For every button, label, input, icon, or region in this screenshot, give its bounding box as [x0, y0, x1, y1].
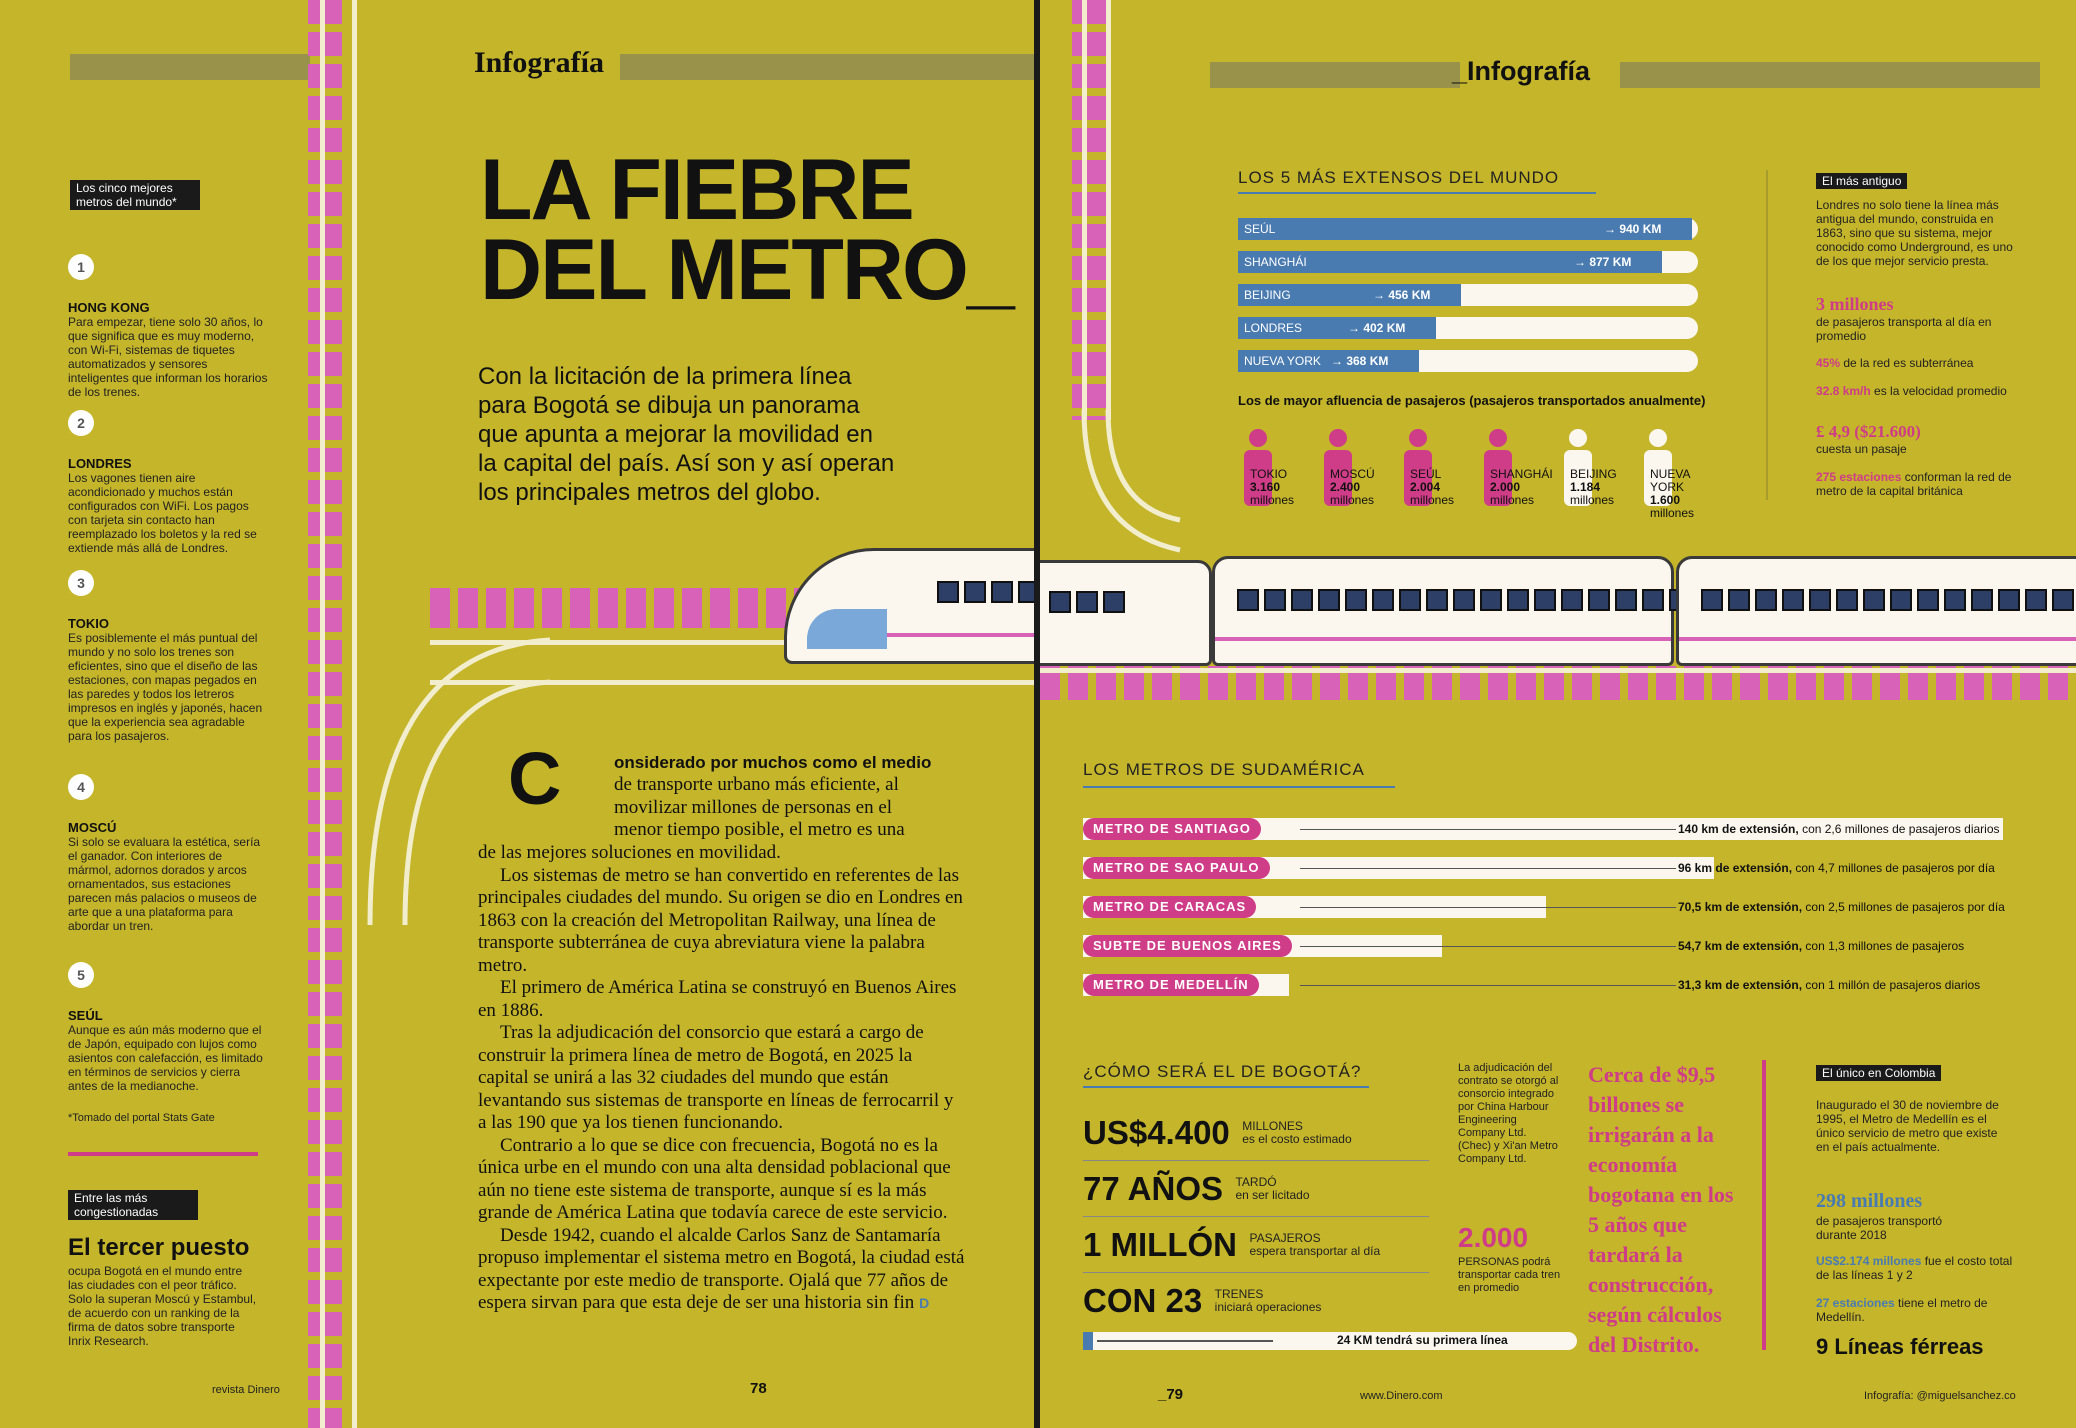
- ridership-label: [1410, 468, 1454, 507]
- article-line: movilizar millones de personas en el: [614, 796, 893, 818]
- title-underline: [1083, 786, 1395, 788]
- rail-line: [1040, 668, 2076, 673]
- sa-text: 96 km de extensión, con 4,7 millones de pasajeros por día: [1678, 861, 1995, 875]
- article-paragraph: El primero de América Latina se construyó en Buenos Aires en 1886.: [478, 977, 957, 1021]
- sa-name: METRO DE CARACAS: [1083, 896, 1256, 918]
- sidebar-label: Los cinco mejores metros del mundo*: [70, 180, 200, 211]
- ridership-label: [1490, 468, 1553, 507]
- colombia-lines: 9 Líneas férreas: [1816, 1334, 1984, 1359]
- rail-curve: [1070, 410, 1190, 560]
- title-line: LA FIEBRE: [480, 142, 913, 238]
- header-band: [1620, 62, 2040, 88]
- ridership-value: 2.400: [1330, 480, 1361, 494]
- ridership-unit: millones: [1250, 493, 1295, 507]
- ridership-city: MOSCÚ: [1330, 467, 1375, 481]
- title-underline: [1083, 1086, 1369, 1088]
- colombia-big: 298 millones: [1816, 1190, 1923, 1212]
- rail-line: [1082, 0, 1087, 420]
- train-stripe: [887, 633, 1034, 637]
- congested-text: ocupa Bogotá en el mundo entre las ciudades con el peor tráfico. Solo la superan Moscú y Estambul, de acuerdo con un ranking de la firma de datos sobre transporte Inrix Research.: [68, 1264, 257, 1348]
- colombia-cost: US$2.174 millones fue el costo total de las líneas 1 y 2: [1816, 1254, 2013, 1282]
- world-km: → 456 KM: [1373, 288, 1431, 302]
- congested-title: El tercer puesto: [68, 1234, 250, 1261]
- city-name: MOSCÚ: [68, 820, 117, 835]
- train-windows: [937, 581, 1034, 608]
- leader-line: [1300, 907, 1676, 908]
- oldest-stat: 45% de la red es subterránea: [1816, 356, 1974, 370]
- adjudication-text: La adjudicación del contrato se otorgó al consorcio integrado por China Harbour Engineering Company Ltd. (Chec) y Xi'an Metro Company Ltd.: [1458, 1062, 1559, 1165]
- number-badge: 1: [68, 254, 94, 280]
- right-page: [1040, 0, 2076, 1428]
- ridership-item: [1318, 428, 1396, 512]
- bogota-stat: 77 AÑOS TARDÓ en ser licitado: [1083, 1170, 1310, 1207]
- bogota-stat: US$4.400 MILLONES es el costo estimado: [1083, 1114, 1352, 1151]
- world-bar: [1238, 218, 1698, 240]
- header-band: [1210, 62, 1460, 88]
- ridership-unit: millones: [1330, 493, 1375, 507]
- ridership-label: [1650, 468, 1716, 520]
- footer-site: www.Dinero.com: [1360, 1390, 1443, 1402]
- footnote: *Tomado del portal Stats Gate: [68, 1112, 215, 1124]
- column-divider: [1766, 170, 1768, 500]
- world-bar-fill: [1238, 317, 1436, 339]
- ridership-value: 2.004: [1410, 480, 1441, 494]
- colombia-label: El único en Colombia: [1816, 1064, 1941, 1082]
- page-title: [480, 142, 1013, 318]
- world-bar: [1238, 284, 1698, 306]
- ridership-item: [1238, 428, 1316, 512]
- city-name: SEÚL: [68, 1008, 103, 1023]
- drop-cap: C: [508, 737, 562, 820]
- end-mark: D: [919, 1295, 930, 1311]
- ridership-city: SEÚL: [1410, 467, 1442, 481]
- train-windows: [1049, 591, 1130, 618]
- world-city: LONDRES: [1244, 321, 1303, 335]
- article-line: menor tiempo posible, el metro es una: [614, 819, 905, 840]
- divider: [1083, 1272, 1429, 1273]
- divider: [1083, 1160, 1429, 1161]
- article-paragraph: de las mejores soluciones en movilidad.: [478, 842, 781, 863]
- divider: [1762, 1060, 1766, 1350]
- arrow-line: [1097, 1340, 1273, 1342]
- bogota-km-text: 24 KM tendrá su primera línea: [1337, 1333, 1508, 1347]
- world-bar: [1238, 317, 1698, 339]
- page-number: _79: [1158, 1386, 1184, 1403]
- left-page: [0, 0, 1034, 1428]
- ridership-title: Los de mayor afluencia de pasajeros (pasajeros transportados anualmente): [1238, 393, 1706, 408]
- ridership-label: [1330, 468, 1375, 507]
- train-windshield: [807, 609, 887, 649]
- ridership-city: BEIJING: [1570, 467, 1617, 481]
- quote-text: Cerca de $9,5 billones se irrigarán a la economía bogotana en los 5 años que tardará la construcción, según cálculos del Distrito.: [1588, 1062, 1734, 1357]
- rail-line: [320, 0, 325, 1428]
- article-paragraph: Los sistemas de metro se han convertido en referentes de las principales ciudades del mundo. Su origen se dio en Londres en 1863 con la creación del Metropolitan Railway, una línea de transporte subterránea de cuya abreviatura viene la palabra metro.: [478, 864, 963, 976]
- world-bar: [1238, 251, 1698, 273]
- article-intro: [614, 774, 974, 842]
- world-title: LOS 5 MÁS EXTENSOS DEL MUNDO: [1238, 168, 1560, 187]
- train-car: [1212, 556, 1674, 666]
- title-underline: [1238, 192, 1596, 194]
- footer-magazine: revista Dinero: [212, 1384, 280, 1396]
- ridership-label: [1250, 468, 1294, 507]
- city-name: TOKIO: [68, 616, 109, 631]
- train-car: [1676, 556, 2076, 666]
- divider: [1083, 1216, 1429, 1217]
- world-km: → 368 KM: [1331, 354, 1389, 368]
- world-km: → 940 KM: [1604, 222, 1662, 236]
- city-name: HONG KONG: [68, 300, 150, 315]
- city-text: Si solo se evaluara la estética, sería el ganador. Con interiores de mármol, adornos dorados y arcos ornamentados, sus estaciones parecen más palacios o museos de arte que a una plataforma para abordar un tren.: [68, 835, 261, 933]
- city-item: [68, 254, 268, 399]
- city-item: [68, 962, 268, 1093]
- world-city: BEIJING: [1244, 288, 1291, 302]
- colombia-stations: 27 estaciones tiene el metro de Medellín.: [1816, 1296, 1988, 1324]
- ridership-label: [1570, 468, 1617, 507]
- sa-text: 70,5 km de extensión, con 2,5 millones de pasajeros por día: [1678, 900, 2005, 914]
- article-paragraph: Desde 1942, cuando el alcalde Carlos Sanz de Santamaría propuso implementar el sistema metro en Bogotá, la ciudad está expectante por este medio de transporte. Ojalá que 77 años de espera sirvan para que esta deje de ser una historia sin fin D: [478, 1224, 965, 1313]
- city-item: [68, 774, 268, 933]
- oldest-stat: 275 estaciones conforman la red de metro de la capital británica: [1816, 470, 2012, 498]
- leader-line: [1300, 946, 1676, 947]
- credit: Infografía: @miguelsanchez.co: [1864, 1390, 2016, 1402]
- world-bar: [1238, 350, 1698, 372]
- ridership-city: TOKIO: [1250, 467, 1288, 481]
- sa-title: LOS METROS DE SUDAMÉRICA: [1083, 760, 1365, 779]
- sa-name: METRO DE MEDELLÍN: [1083, 974, 1259, 996]
- bogota-stat: 1 MILLÓN PASAJEROS espera transportar al día: [1083, 1226, 1381, 1263]
- world-bar-fill: [1238, 350, 1419, 372]
- ridership-city: NUEVA YORK: [1650, 467, 1690, 494]
- number-badge: 5: [68, 962, 94, 988]
- ridership-unit: millones: [1490, 493, 1535, 507]
- bogota-km-fill: [1083, 1332, 1093, 1350]
- number-badge: 3: [68, 570, 94, 596]
- ridership-item: [1558, 428, 1636, 512]
- ridership-item: [1638, 428, 1716, 520]
- city-item: [68, 410, 268, 555]
- ridership-value: 1.600: [1650, 493, 1681, 507]
- sa-text: 140 km de extensión, con 2,6 millones de pasajeros diarios: [1678, 822, 2000, 836]
- number-badge: 4: [68, 774, 94, 800]
- city-name: LONDRES: [68, 456, 132, 471]
- city-text: Aunque es aún más moderno que el de Japón, equipado con lujos como asientos con calefacción, es limitado en términos de servicios y cierra antes de la medianoche.: [68, 1023, 263, 1093]
- sa-name: SUBTE DE BUENOS AIRES: [1083, 935, 1292, 957]
- oldest-label: El más antiguo: [1816, 172, 1907, 190]
- ridership-value: 2.000: [1490, 480, 1521, 494]
- leader-line: [1300, 868, 1676, 869]
- world-city: SHANGHÁI: [1244, 255, 1307, 269]
- congested-label: Entre las más congestionadas: [68, 1190, 198, 1221]
- rail-track-vertical: [1072, 0, 1106, 420]
- train-windows: [1237, 589, 1696, 616]
- rail-line: [352, 0, 357, 1428]
- lead-text: Con la licitación de la primera línea para Bogotá se dibuja un panorama que apunta a mejorar la movilidad en la capital del país. Así son y así operan los principales metros del globo.: [478, 363, 895, 506]
- rail-line: [1106, 0, 1111, 420]
- train-stripe: [1679, 637, 2076, 641]
- world-km: → 402 KM: [1348, 321, 1406, 335]
- bogota-km-bar: [1083, 1332, 1577, 1350]
- ridership-item: [1398, 428, 1476, 512]
- leader-line: [1300, 985, 1676, 986]
- train-windows: [1701, 589, 2076, 616]
- leader-line: [1300, 829, 1676, 830]
- header-band: [70, 54, 310, 80]
- city-item: [68, 570, 268, 743]
- city-text: Para empezar, tiene solo 30 años, lo que significa que es muy moderno, con Wi-Fi, sistemas de tiquetes automatizados y sensores inteligentes que informan los horarios de los trenes.: [68, 315, 268, 399]
- page-number: 78: [750, 1380, 767, 1397]
- sa-name: METRO DE SAO PAULO: [1083, 857, 1270, 879]
- ridership-value: 3.160: [1250, 480, 1281, 494]
- sa-name: METRO DE SANTIAGO: [1083, 818, 1261, 840]
- people-count: 2.000: [1458, 1222, 1529, 1253]
- train-stripe: [1215, 637, 1671, 641]
- bogota-stat: CON 23 TRENES iniciará operaciones: [1083, 1282, 1322, 1319]
- train-front: [784, 548, 1034, 664]
- rail-track-vertical: [308, 0, 342, 1428]
- ridership-unit: millones: [1650, 506, 1695, 520]
- ridership-item: [1478, 428, 1556, 512]
- sa-text: 54,7 km de extensión, con 1,3 millones de pasajeros: [1678, 939, 1965, 953]
- ridership-value: 1.184: [1570, 480, 1601, 494]
- oldest-stat: £ 4,9 ($21.600) cuesta un pasaje: [1816, 422, 1921, 456]
- world-km: → 877 KM: [1574, 255, 1632, 269]
- section-label: Infografía: [474, 46, 604, 79]
- number-badge: 2: [68, 410, 94, 436]
- title-line: DEL METRO_: [480, 222, 1013, 318]
- city-text: Es posiblemente el más puntual del mundo y no solo los trenes son eficientes, sino que el diseño de las estaciones, con mapas pegados en las paredes y todos los letreros impresos en inglés y japonés, hacen que la experiencia sea agradable para los pasajeros.: [68, 631, 263, 743]
- city-text: Los vagones tienen aire acondicionado y muchos están configurados con WiFi. Los pagos con tarjeta sin contacto han reemplazado los boletos y la red se extiende más allá de Londres.: [68, 471, 257, 555]
- ridership-unit: millones: [1410, 493, 1455, 507]
- people-text: PERSONAS podrá transportar cada tren en promedio: [1458, 1256, 1561, 1294]
- article-body: [478, 842, 966, 1315]
- article-paragraph: Contrario a lo que se dice con frecuencia, Bogotá no es la única urbe en el mundo con una alta densidad poblacional que aún no tiene este sistema de transporte, aunque sí es la más grande de América Latina que todavía carece de este servicio.: [478, 1134, 951, 1223]
- article-paragraph: Tras la adjudicación del consorcio que estará a cargo de construir la primera línea de metro de Bogotá, en 2025 la capital se unirá a las 32 ciudades del mundo que están levantando sus sistemas de transporte en líneas de ferrocarril y a las 190 que ya los tienen funcionando.: [478, 1022, 954, 1133]
- ridership-unit: millones: [1570, 493, 1615, 507]
- train-car: [1040, 560, 1212, 666]
- world-city: SEÚL: [1244, 222, 1276, 236]
- bogota-title: ¿CÓMO SERÁ EL DE BOGOTÁ?: [1083, 1062, 1362, 1081]
- oldest-stat: 32.8 km/h es la velocidad promedio: [1816, 384, 2007, 398]
- colombia-text: Inaugurado el 30 de noviembre de 1995, el Metro de Medellín es el único servicio de metro que existe en el país actualmente.: [1816, 1098, 1999, 1154]
- world-city: NUEVA YORK: [1244, 354, 1321, 368]
- header-band: [620, 54, 1034, 80]
- divider: [68, 1152, 258, 1156]
- article-first-line: onsiderado por muchos como el medio: [614, 753, 932, 772]
- colombia-big-text: de pasajeros transportó durante 2018: [1816, 1214, 1943, 1242]
- oldest-text: Londres no solo tiene la línea más antigua del mundo, construida en 1863, sino que su sistema, mejor conocido como Underground, es uno de los que mejor servicio presta.: [1816, 198, 2013, 268]
- sa-text: 31,3 km de extensión, con 1 millón de pasajeros diarios: [1678, 978, 1981, 992]
- section-label: _Infografía: [1452, 56, 1591, 86]
- article-line: de transporte urbano más eficiente, al: [614, 774, 899, 795]
- oldest-stat: 3 millones de pasajeros transporta al día en promedio: [1816, 294, 1992, 343]
- ridership-city: SHANGHÁI: [1490, 467, 1553, 481]
